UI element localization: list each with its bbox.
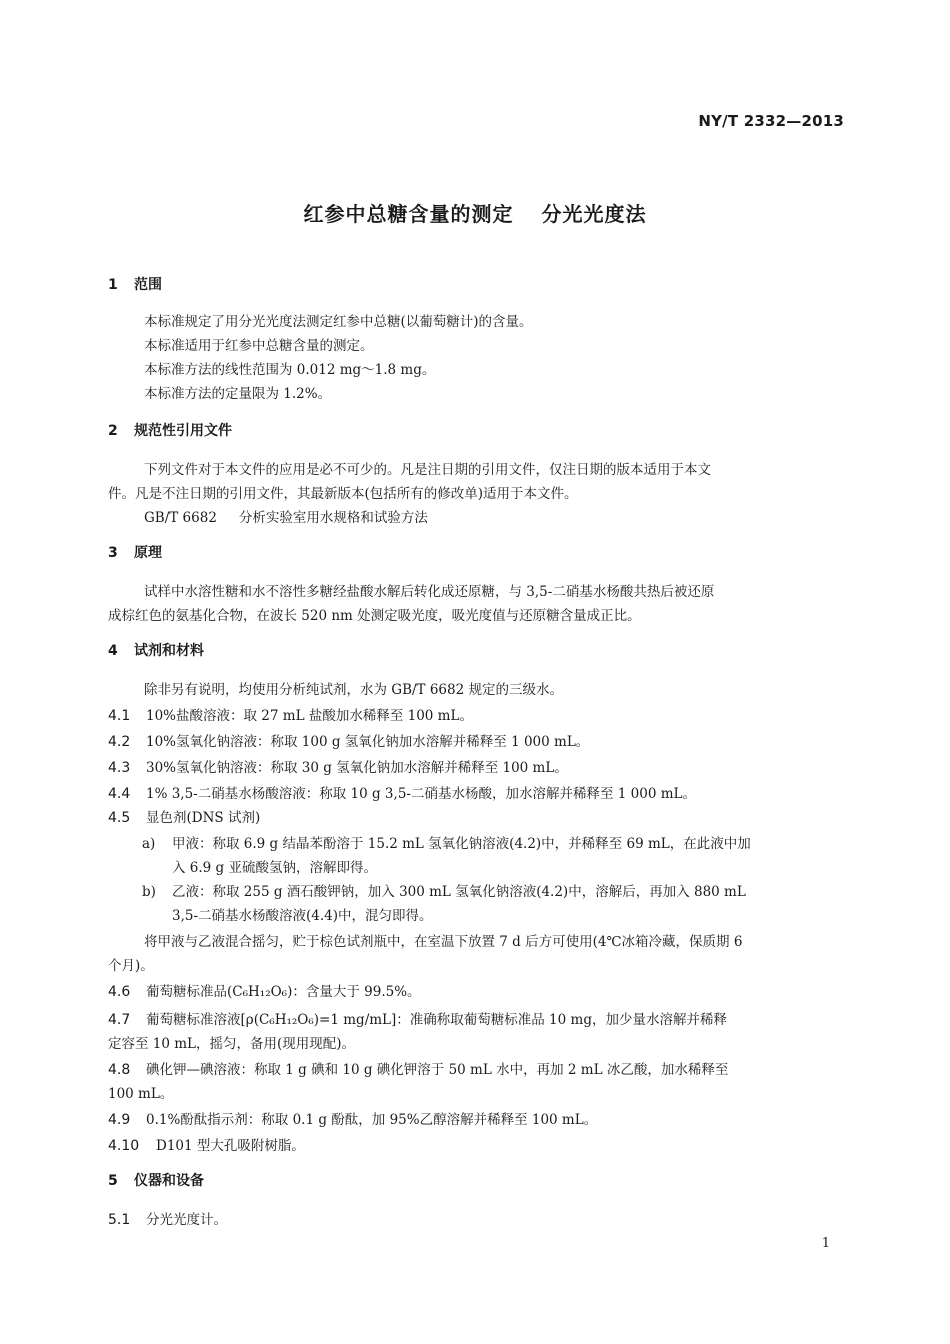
- section-1-para-2: 本标准适用于红参中总糖含量的测定。: [144, 338, 374, 354]
- reference-code: GB/T 6682: [144, 510, 217, 526]
- item-4-5-b: b) 乙液：称取 255 g 酒石酸钾钠，加入 300 mL 氢氧化钠溶液(4.2)中，溶解后，再加入 880 mL: [142, 884, 746, 900]
- section-3-para-line-2: 成棕红色的氨基化合物，在波长 520 nm 处测定吸光度，吸光度值与还原糖含量成正比。: [108, 608, 641, 624]
- section-4-heading: 4 试剂和材料: [108, 643, 204, 659]
- section-1-para-4: 本标准方法的定量限为 1.2%。: [144, 386, 332, 402]
- title-part-1: 红参中总糖含量的测定: [303, 202, 514, 226]
- section-1-para-3: 本标准方法的线性范围为 0.012 mg～1.8 mg。: [144, 362, 436, 378]
- section-4-intro: 除非另有说明，均使用分析纯试剂，水为 GB/T 6682 规定的三级水。: [144, 682, 563, 698]
- item-4-7: 4.7 葡萄糖标准溶液[ρ(C₆H₁₂O₆)=1 mg/mL]：准确称取葡萄糖标准品 10 mg，加少量水溶解并稀释: [108, 1012, 727, 1028]
- item-4-5-mix-line-2: 个月)。: [108, 958, 154, 974]
- item-4-10: 4.10 D101 型大孔吸附树脂。: [108, 1138, 305, 1154]
- item-5-1: 5.1 分光光度计。: [108, 1212, 227, 1228]
- section-5-heading: 5 仪器和设备: [108, 1173, 204, 1189]
- item-4-5-a-cont: 入 6.9 g 亚硫酸氢钠，溶解即得。: [172, 860, 377, 876]
- title-part-2: 分光光度法: [541, 202, 647, 226]
- item-4-5: 4.5 显色剂(DNS 试剂): [108, 810, 261, 826]
- section-2-para-line-1: 下列文件对于本文件的应用是必不可少的。凡是注日期的引用文件，仅注日期的版本适用于本文: [144, 462, 711, 478]
- section-3-para-line-1: 试样中水溶性糖和水不溶性多糖经盐酸水解后转化成还原糖，与 3,5-二硝基水杨酸共热后被还原: [144, 584, 715, 600]
- section-1-para-1: 本标准规定了用分光光度法测定红参中总糖(以葡萄糖计)的含量。: [144, 314, 533, 330]
- item-4-8: 4.8 碘化钾—碘溶液：称取 1 g 碘和 10 g 碘化钾溶于 50 mL 水中，再加 2 mL 冰乙酸，加水稀释至: [108, 1062, 729, 1078]
- item-4-4: 4.4 1% 3,5-二硝基水杨酸溶液：称取 10 g 3,5-二硝基水杨酸，加水溶解并稀释至 1 000 mL。: [108, 786, 696, 802]
- section-2-para-line-2: 件。凡是不注日期的引用文件，其最新版本(包括所有的修改单)适用于本文件。: [108, 486, 578, 502]
- item-4-1: 4.1 10%盐酸溶液：取 27 mL 盐酸加水稀释至 100 mL。: [108, 708, 473, 724]
- item-4-5-a: a) 甲液：称取 6.9 g 结晶苯酚溶于 15.2 mL 氢氧化钠溶液(4.2)中，并稀释至 69 mL，在此液中加: [142, 836, 751, 852]
- section-2-reference: [144, 506, 428, 526]
- item-4-5-b-cont: 3,5-二硝基水杨酸溶液(4.4)中，混匀即得。: [172, 908, 433, 924]
- section-1-heading: 1 范围: [108, 277, 162, 293]
- item-4-7-cont: 定容至 10 mL，摇匀，备用(现用现配)。: [108, 1036, 356, 1052]
- item-4-6: 4.6 葡萄糖标准品(C₆H₁₂O₆)：含量大于 99.5%。: [108, 984, 421, 1000]
- section-2-heading: 2 规范性引用文件: [108, 423, 232, 439]
- section-3-heading: 3 原理: [108, 545, 162, 561]
- item-4-5-mix-line-1: 将甲液与乙液混合摇匀，贮于棕色试剂瓶中，在室温下放置 7 d 后方可使用(4℃冰箱冷藏，保质期 6: [144, 934, 743, 950]
- page-number: 1: [821, 1236, 830, 1251]
- document-title: [0, 198, 950, 227]
- item-4-2: 4.2 10%氢氧化钠溶液：称取 100 g 氢氧化钠加水溶解并稀释至 1 000 mL。: [108, 734, 590, 750]
- standard-code: NY/T 2332—2013: [698, 112, 844, 130]
- item-4-9: 4.9 0.1%酚酞指示剂：称取 0.1 g 酚酞，加 95%乙醇溶解并稀释至 100 mL。: [108, 1112, 598, 1128]
- item-4-8-cont: 100 mL。: [108, 1086, 174, 1102]
- item-4-3: 4.3 30%氢氧化钠溶液：称取 30 g 氢氧化钠加水溶解并稀释至 100 mL。: [108, 760, 568, 776]
- reference-title: 分析实验室用水规格和试验方法: [238, 510, 428, 526]
